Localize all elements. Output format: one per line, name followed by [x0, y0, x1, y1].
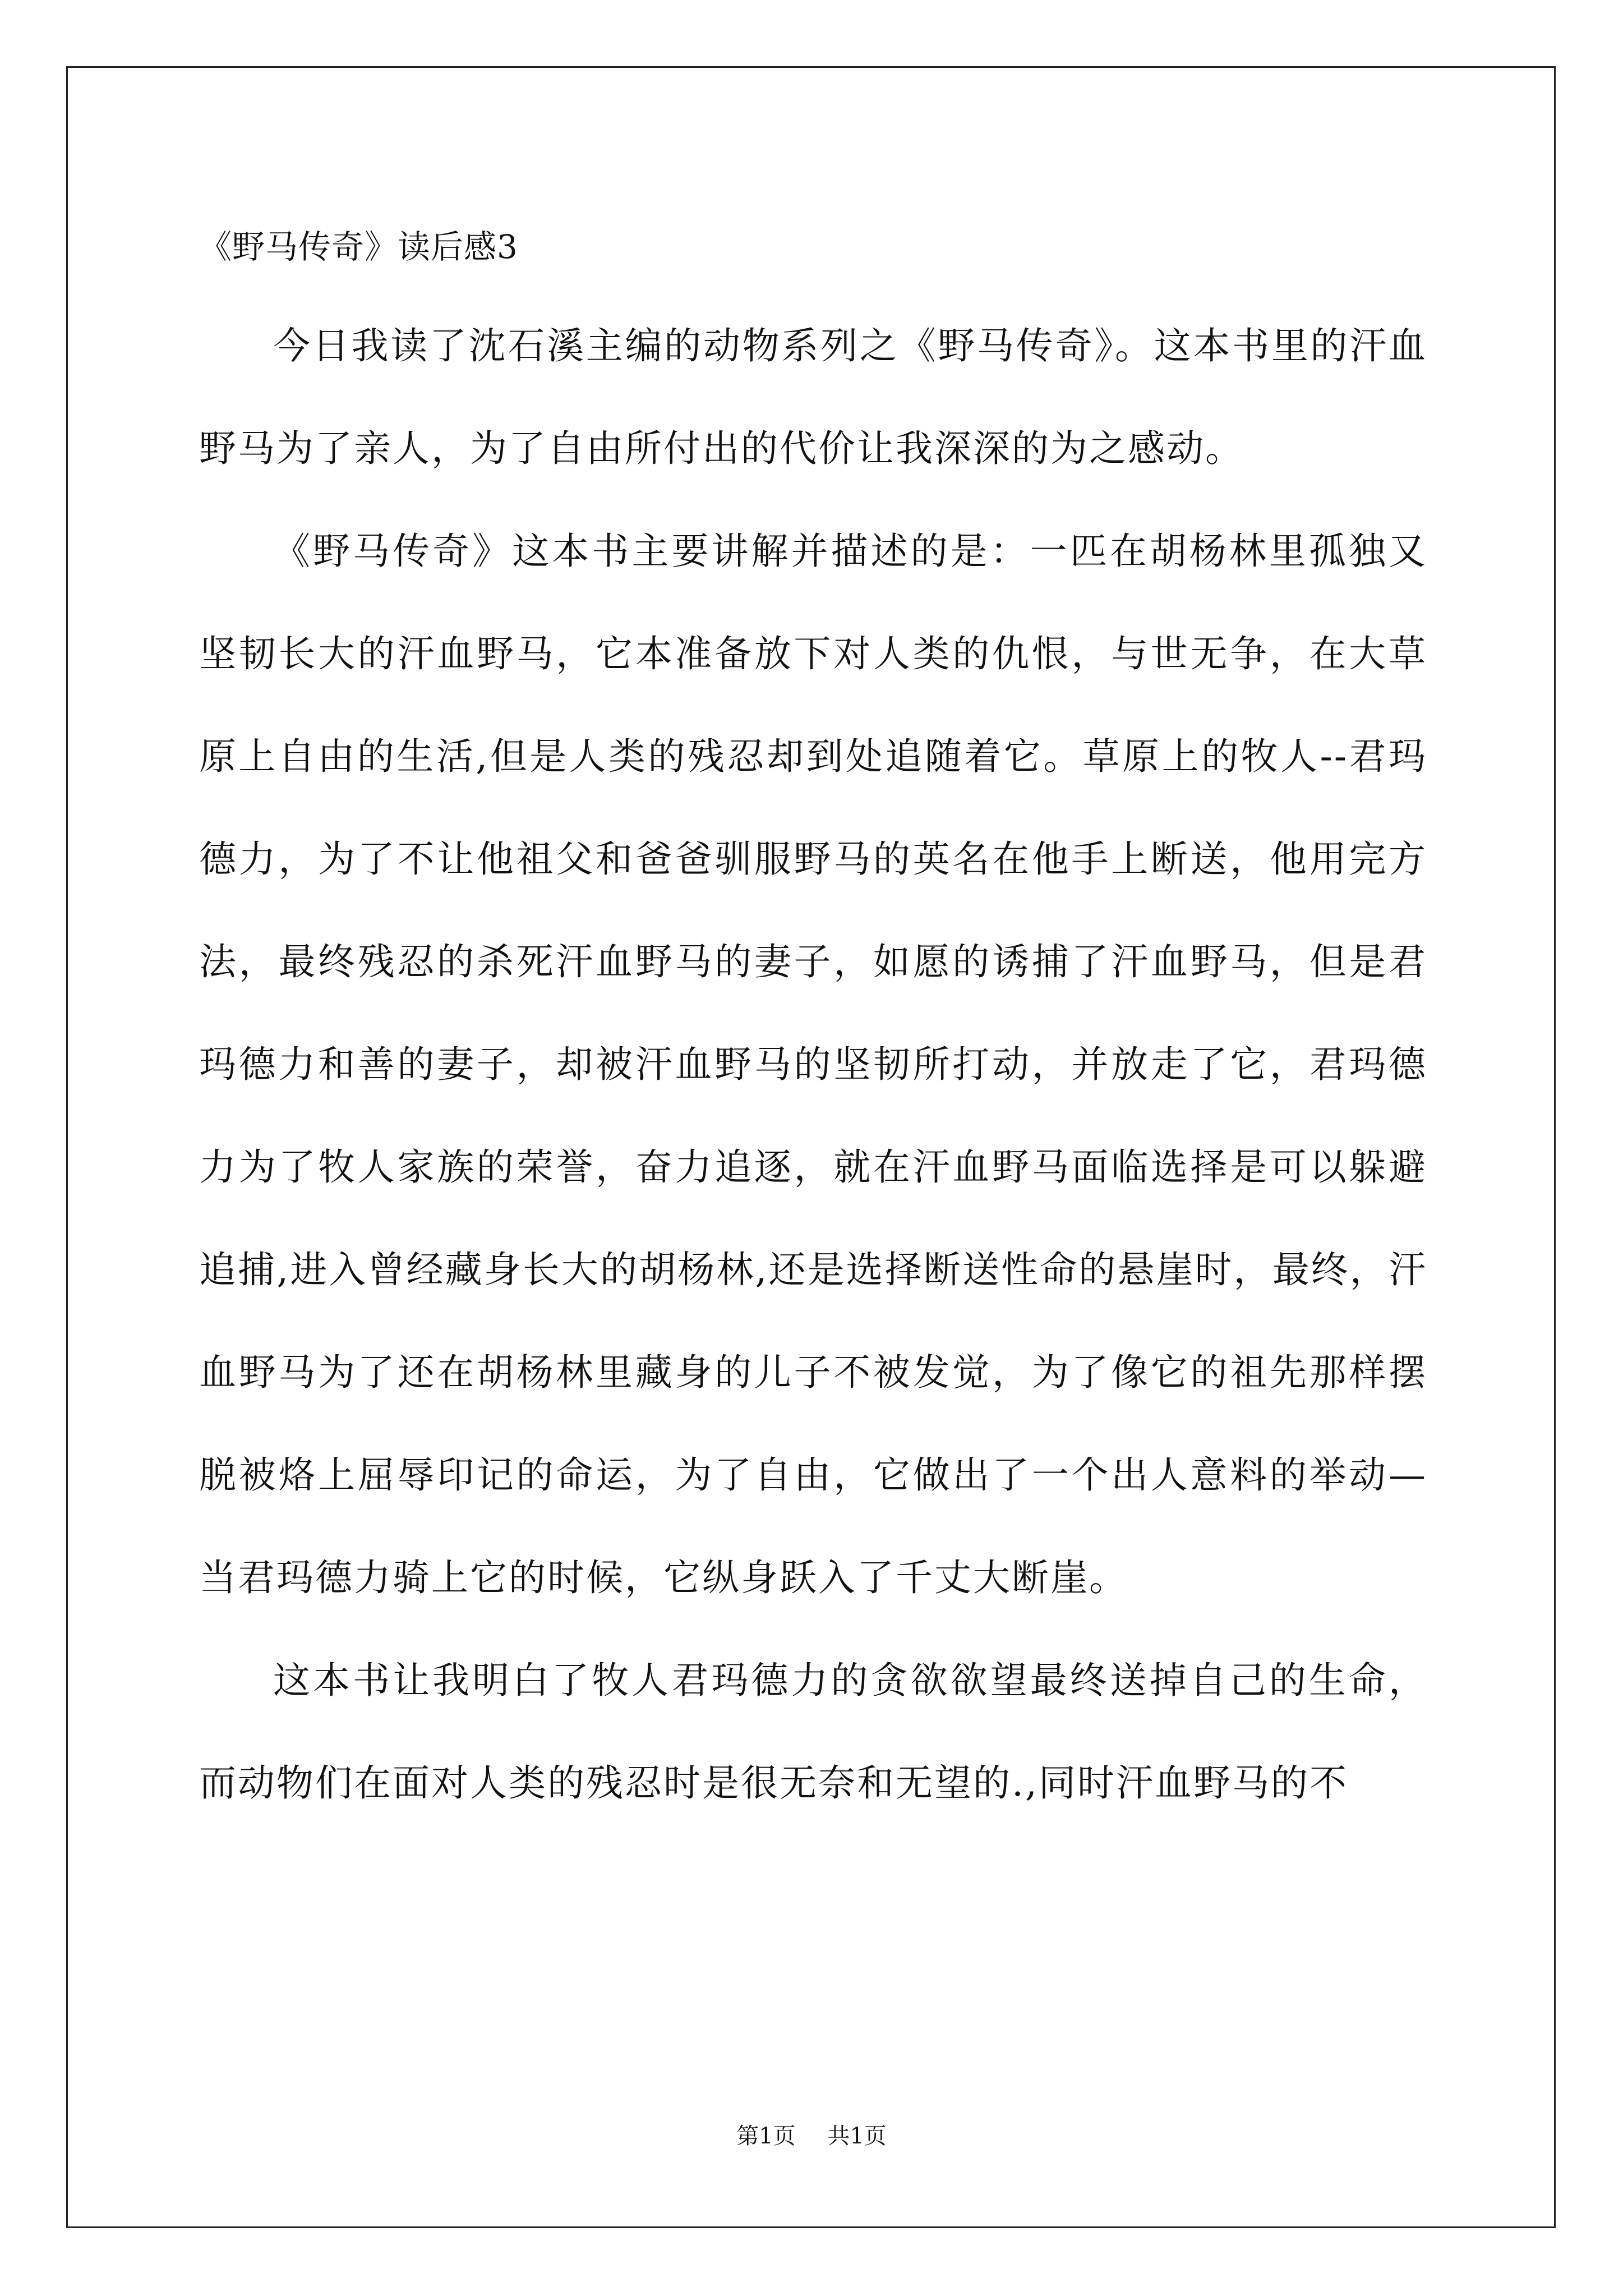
- document-title: 《野马传奇》读后感3: [199, 228, 518, 266]
- paragraph-2: 《野马传奇》这本书主要讲解并描述的是：一匹在胡杨林里孤独又坚韧长大的汗血野马，它本准备放下对人类的仇恨，与世无争，在大草原上自由的生活,但是人类的残忍却到处追随着它。草原上的牧人--君玛德力，为了不让他祖父和爸爸驯服野马的英名在他手上断送，他用完方法，最终残忍的杀死汗血野马的妻子，如愿的诱捕了汗血野马，但是君玛德力和善的妻子，却被汗血野马的坚韧所打动，并放走了它，君玛德力为了牧人家族的荣誉，奋力追逐，就在汗血野马面临选择是可以躲避追捕,进入曾经藏身长大的胡杨林,还是选择断送性命的悬崖时，最终，汗血野马为了还在胡杨林里藏身的儿子不被发觉，为了像它的祖先那样摆脱被烙上屈辱印记的命运，为了自由，它做出了一个出人意料的举动—当君玛德力骑上它的时候，它纵身跃入了千丈大断崖。: [199, 530, 1427, 1599]
- page-number-current: 第1页: [736, 2123, 796, 2149]
- page-footer: [0, 2120, 1623, 2152]
- document-body: [199, 295, 1427, 1834]
- page-number-total: 共1页: [827, 2123, 887, 2149]
- paragraph-3: 这本书让我明白了牧人君玛德力的贪欲欲望最终送掉自己的生命，而动物们在面对人类的残忍时是很无奈和无望的.,同时汗血野马的不: [199, 1659, 1427, 1805]
- paragraph-1: 今日我读了沈石溪主编的动物系列之《野马传奇》。这本书里的汗血野马为了亲人，为了自由所付出的代价让我深深的为之感动。: [199, 324, 1427, 470]
